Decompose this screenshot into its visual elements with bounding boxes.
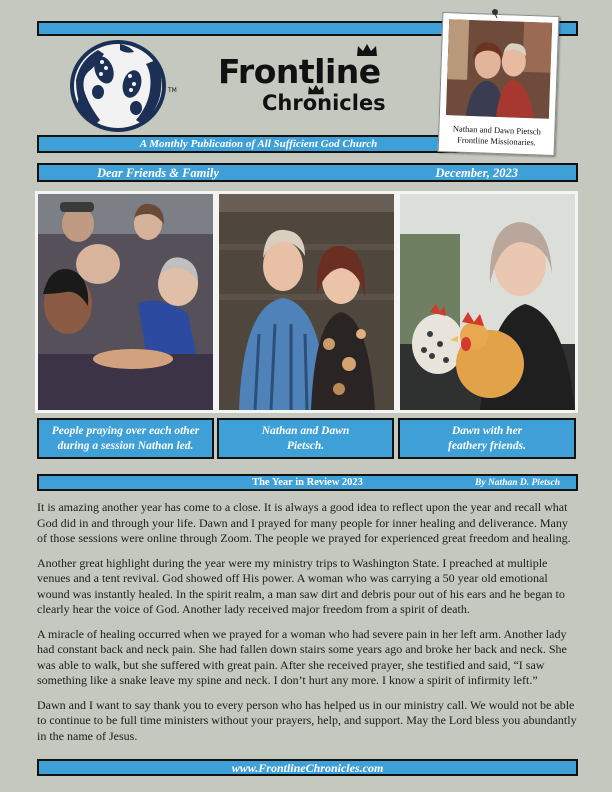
polaroid-caption-line2: Frontline Missionaries. — [456, 134, 537, 148]
greeting-salutation: Dear Friends & Family — [97, 166, 219, 180]
footer-bar — [37, 759, 578, 776]
photo-caption-line: Nathan and Dawn — [261, 425, 350, 437]
footprints-globe-logo — [60, 40, 190, 132]
article-header-bar — [37, 474, 578, 491]
article-body — [37, 500, 577, 753]
tagline-text: A Monthly Publication of All Sufficient God Church — [139, 138, 378, 150]
photo-caption-box — [398, 418, 576, 459]
dawn-with-chickens-photo — [397, 191, 578, 413]
masthead-title: Frontline — [218, 52, 381, 91]
issue-date: December, 2023 — [435, 166, 518, 180]
polaroid-photo — [438, 12, 560, 156]
article-paragraph: Dawn and I want to say thank you to every person who has helped us in our ministry call. We would not be able to continue to be full time ministers without your prayers, help, and support. May the Lord bless you abundantly in the name of Jesus. — [37, 697, 577, 743]
tagline-bar — [37, 135, 480, 153]
article-byline: By Nathan D. Pietsch — [475, 478, 560, 488]
photo-caption-line: during a session Nathan led. — [57, 440, 194, 452]
greeting-bar — [37, 163, 578, 182]
trademark-mark: TM — [168, 87, 177, 94]
article-paragraph: It is amazing another year has come to a close. It is always a good idea to reflect upon the year and recall what God did in and through your life. Dawn and I prayed for many people for inner healing and deliverance. Many of those sessions were online through Zoom. The people we prayed for experienced great freedom and healing. — [37, 500, 571, 545]
article-paragraph: A miracle of healing occurred when we prayed for a woman who had severe pain in her left arm. Another lady had constant back and neck pain. She had fallen down stairs some years ago and broke her back and neck. She was able to walk, but she suffered with great pain. After she received prayer, she testified and said, “I saw something like a snake leave my spine and neck. I don’t hurt any more. I know a spirit of infirmity left.” — [37, 626, 567, 687]
article-paragraph: Another great highlight during the year were my ministry trips to Washington State. I preached at multiple venues and a tent revival. God showed off His power. A woman who was carrying a 50 year old emotional wound was instantly healed. In the spirit realm, a man saw dirt and debris pour out of his ears and he began to clearly hear the voice of God. Another lady received major freedom from a spirit of death. — [37, 555, 565, 616]
pushpin-icon — [490, 8, 500, 18]
polaroid-caption-line1: Nathan and Dawn Pietsch — [452, 123, 542, 137]
masthead-subtitle: Chronicles — [262, 91, 386, 115]
website-link[interactable]: www.FrontlineChronicles.com — [231, 761, 384, 775]
photo-caption-box — [37, 418, 214, 459]
photo-caption-line: Pietsch. — [286, 440, 325, 452]
article-title: The Year in Review 2023 — [252, 477, 363, 488]
couple-portrait-photo — [446, 19, 552, 119]
photo-caption-line: Dawn with her — [451, 425, 523, 437]
photo-caption-box — [217, 418, 394, 459]
photo-caption-line: feathery friends. — [448, 440, 526, 452]
photo-caption-line: People praying over each other — [51, 425, 200, 437]
prayer-group-photo — [35, 191, 216, 413]
nathan-and-dawn-photo — [216, 191, 397, 413]
